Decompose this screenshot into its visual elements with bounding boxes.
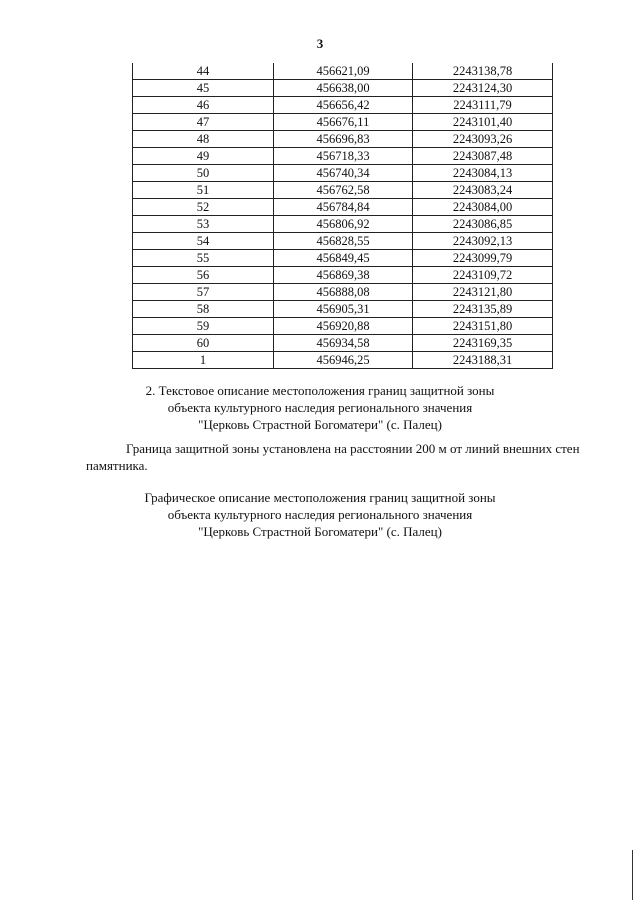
coord-y: 2243087,48 xyxy=(413,148,553,165)
heading-line: Графическое описание местоположения границ защитной зоны xyxy=(144,490,496,505)
coord-x: 456740,34 xyxy=(274,165,413,182)
coord-y: 2243124,30 xyxy=(413,80,553,97)
coord-x: 456656,42 xyxy=(274,97,413,114)
coord-y: 2243099,79 xyxy=(413,250,553,267)
table-row xyxy=(133,182,553,199)
coord-y: 2243086,85 xyxy=(413,216,553,233)
coord-y: 2243111,79 xyxy=(413,97,553,114)
coord-y: 2243138,78 xyxy=(413,63,553,80)
heading-line: "Церковь Страстной Богоматери" (с. Палец) xyxy=(198,524,442,539)
point-number: 58 xyxy=(133,301,274,318)
coord-x: 456676,11 xyxy=(274,114,413,131)
point-number: 50 xyxy=(133,165,274,182)
coord-y: 2243109,72 xyxy=(413,267,553,284)
coord-y: 2243151,80 xyxy=(413,318,553,335)
table-row xyxy=(133,267,553,284)
coord-x: 456934,58 xyxy=(274,335,413,352)
point-number: 1 xyxy=(133,352,274,369)
scan-edge-mark xyxy=(632,850,633,900)
table-row xyxy=(133,199,553,216)
page-number: 3 xyxy=(316,36,324,51)
coord-y: 2243093,26 xyxy=(413,131,553,148)
point-number: 59 xyxy=(133,318,274,335)
table-row xyxy=(133,318,553,335)
table-row xyxy=(133,335,553,352)
heading-line: "Церковь Страстной Богоматери" (с. Палец) xyxy=(198,417,442,432)
coord-x: 456869,38 xyxy=(274,267,413,284)
table-row xyxy=(133,165,553,182)
table-row xyxy=(133,233,553,250)
coord-y: 2243084,00 xyxy=(413,199,553,216)
coord-x: 456849,45 xyxy=(274,250,413,267)
point-number: 45 xyxy=(133,80,274,97)
boundary-paragraph xyxy=(86,440,580,474)
table-row xyxy=(133,80,553,97)
paragraph-line: памятника. xyxy=(86,458,148,473)
table-row xyxy=(133,148,553,165)
point-number: 54 xyxy=(133,233,274,250)
coord-x: 456828,55 xyxy=(274,233,413,250)
table-row xyxy=(133,250,553,267)
point-number: 53 xyxy=(133,216,274,233)
coordinates-table xyxy=(132,63,553,369)
coord-y: 2243092,13 xyxy=(413,233,553,250)
coord-y: 2243084,13 xyxy=(413,165,553,182)
point-number: 55 xyxy=(133,250,274,267)
table-row xyxy=(133,284,553,301)
table-row xyxy=(133,63,553,80)
point-number: 49 xyxy=(133,148,274,165)
point-number: 56 xyxy=(133,267,274,284)
point-number: 44 xyxy=(133,63,274,80)
coord-x: 456696,83 xyxy=(274,131,413,148)
coord-x: 456806,92 xyxy=(274,216,413,233)
table-row xyxy=(133,97,553,114)
paragraph-line: Граница защитной зоны установлена на расстоянии 200 м от линий внешних стен xyxy=(126,441,580,456)
heading-line: объекта культурного наследия регионального значения xyxy=(167,400,473,415)
coord-y: 2243121,80 xyxy=(413,284,553,301)
table-row xyxy=(133,352,553,369)
table-row xyxy=(133,114,553,131)
table-row xyxy=(133,216,553,233)
coord-x: 456762,58 xyxy=(274,182,413,199)
table-row xyxy=(133,131,553,148)
point-number: 57 xyxy=(133,284,274,301)
coord-x: 456888,08 xyxy=(274,284,413,301)
coord-x: 456905,31 xyxy=(274,301,413,318)
coord-y: 2243101,40 xyxy=(413,114,553,131)
coord-x: 456638,00 xyxy=(274,80,413,97)
heading-line: 2. Текстовое описание местоположения границ защитной зоны xyxy=(145,383,495,398)
table-row xyxy=(133,301,553,318)
coord-y: 2243188,31 xyxy=(413,352,553,369)
point-number: 60 xyxy=(133,335,274,352)
point-number: 52 xyxy=(133,199,274,216)
heading-line: объекта культурного наследия регионального значения xyxy=(167,507,473,522)
coord-y: 2243083,24 xyxy=(413,182,553,199)
coord-y: 2243135,89 xyxy=(413,301,553,318)
point-number: 48 xyxy=(133,131,274,148)
point-number: 51 xyxy=(133,182,274,199)
point-number: 46 xyxy=(133,97,274,114)
coord-x: 456920,88 xyxy=(274,318,413,335)
coord-y: 2243169,35 xyxy=(413,335,553,352)
point-number: 47 xyxy=(133,114,274,131)
graphic-description-heading xyxy=(0,489,640,540)
coord-x: 456621,09 xyxy=(274,63,413,80)
coord-x: 456784,84 xyxy=(274,199,413,216)
coord-x: 456718,33 xyxy=(274,148,413,165)
text-description-heading xyxy=(0,382,640,433)
coord-x: 456946,25 xyxy=(274,352,413,369)
